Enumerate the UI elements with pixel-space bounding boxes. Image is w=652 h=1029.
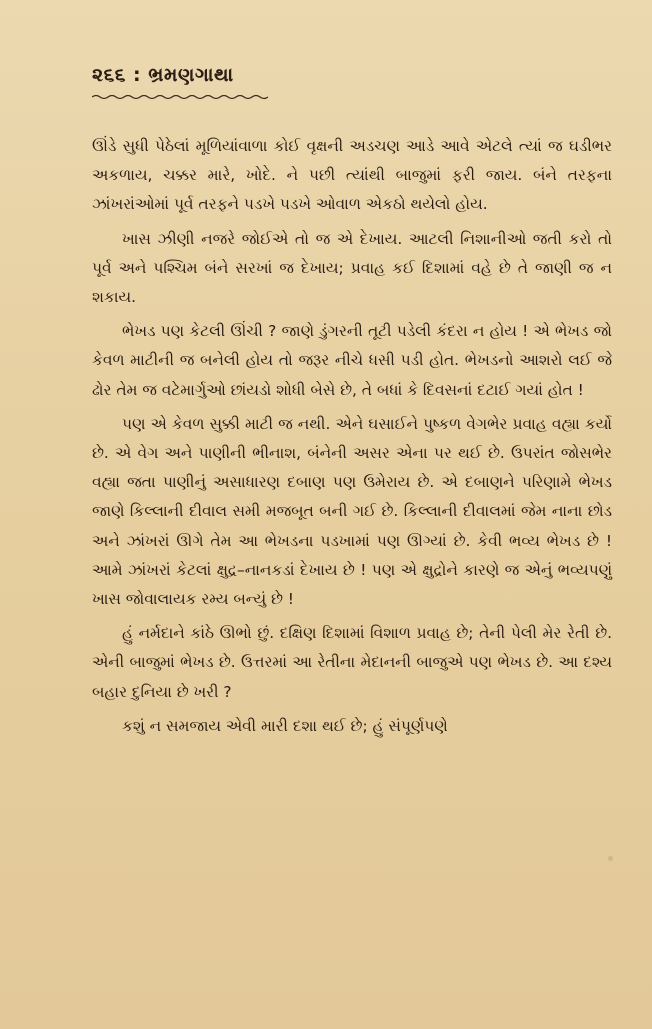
paragraph-4: પણ એ કેવળ સુક્કી માટી જ નથી. એને ઘસાઈને પુષ્કળ વેગભેર પ્રવાહ વહ્યા કર્યો છે. એ વેગ અને પાણીની ભીનાશ, બંનેની અસર એના પર થઈ છે. ઉપરાંત જોસભેર વહ્યા જતા પાણીનું અસાધારણ દબાણ પણ ઉમેરાય છે. એ દબાણને પરિણામે ભેખડ જાણે કિલ્લાની દીવાલ સમી મજબૂત બની ગઈ છે. કિલ્લાની દીવાલમાં જેમ નાના છોડ અને ઝાંખરાં ઊગે તેમ આ ભેખડના પડખામાં પણ ઊગ્યાં છે. કેવી ભવ્ય ભેખડ છે ! આમે ઝાંખરાં કેટલાં ક્ષુદ્ર–નાનકડાં દેખાય છે ! પણ એ ક્ષુદ્રોને કારણે જ એનું ભવ્યપણું ખાસ જોવાલાયક રમ્ય બન્યું છે ! <box>92 414 612 609</box>
paragraph-1: ઊંડે સુધી પેઠેલાં મૂળિયાંવાળા કોઈ વૃક્ષની અડચણ આડે આવે એટલે ત્યાં જ ઘડીભર અકળાય, ચક્કર મારે, ખોદે. ને પછી ત્યાંથી બાજુમાં ફરી જાય. બંને તરફના ઝાંખરાંઓમાં પૂર્વ તરફને પડખે પડખે ઓવાળ એકઠો થયેલો હોય. <box>92 137 612 214</box>
paragraph-6: કશું ન સમજાય એવી મારી દશા થઈ છે; હું સંપૂર્ણપણે <box>122 716 448 735</box>
paper-spot <box>608 856 613 861</box>
body-text <box>92 132 612 741</box>
paragraph-5: હું નર્મદાને કાંઠે ઊભો છું. દક્ષિણ દિશામાં વિશાળ પ્રવાહ છે; તેની પેલી મેર રેતી છે. એની બાજુમાં ભેખડ છે. ઉત્તરમાં આ રેતીના મેદાનની બાજુએ પણ ભેખડ છે. આ દશ્ય બહાર દુનિયા છે ખરી ? <box>92 624 612 701</box>
running-head: ૨૬૬ : ભ્રમણગાથા <box>92 64 234 86</box>
paragraph-3: ભેખડ પણ કેટલી ઊંચી ? જાણે ડુંગરની તૂટી પડેલી કંદરા ન હોય ! એ ભેખડ જો કેવળ માટીની જ બનેલી હોય તો જરૂર નીચે ધસી પડી હોત. ભેખડનો આશરો લઈ જે ઢોર તેમ જ વટેમાર્ગુઓ છાંયડો શોધી બેસે છે, તે બધાં કે દિવસનાં દટાઈ ગયાં હોત ! <box>92 322 612 399</box>
paragraph-2: ખાસ ઝીણી નજરે જોઈએ તો જ એ દેખાય. આટલી નિશાનીઓ જતી કરો તો પૂર્વ અને પશ્ચિમ બંને સરખાં જ દેખાય; પ્રવાહ કઈ દિશામાં વહે છે તે જાણી જ ન શકાય. <box>92 229 612 307</box>
running-head-underline <box>92 94 268 100</box>
